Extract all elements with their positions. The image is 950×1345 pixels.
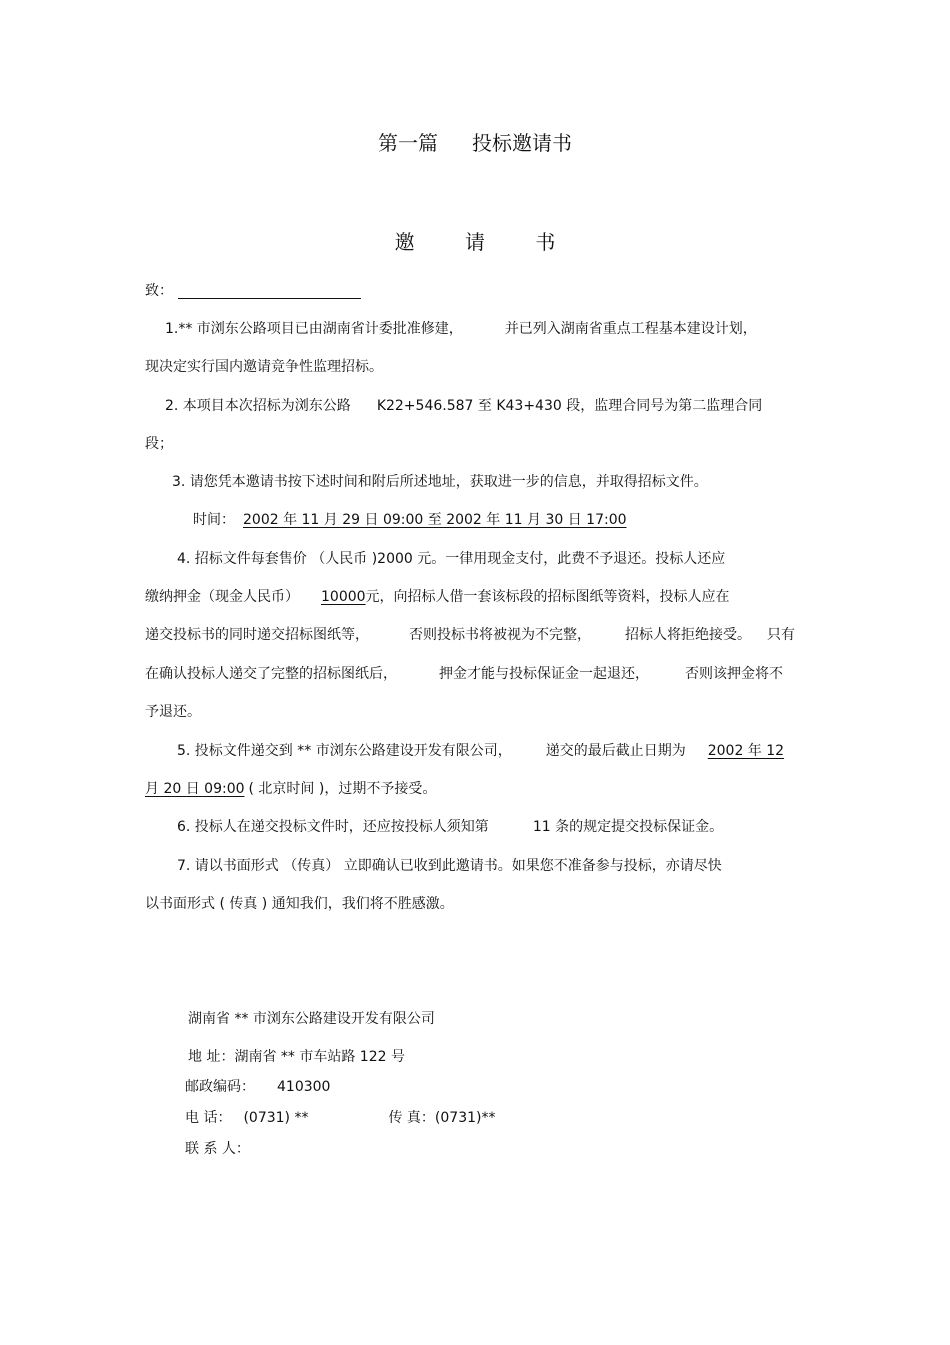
address-value: 湖南省 ** 市车站路 122 号 (234, 1049, 405, 1065)
contact-person-label: 联 系 人： (185, 1141, 250, 1157)
p1-part-b: 并已列入湖南省重点工程基本建设计划， (504, 321, 757, 337)
p4-d1: 在确认投标人递交了完整的招标图纸后， (145, 666, 397, 682)
postcode-line (185, 1077, 330, 1097)
postcode-label: 邮政编码： (185, 1079, 255, 1095)
contact-person-line (185, 1139, 250, 1159)
address-line (188, 1047, 405, 1067)
address-label: 地 址： (188, 1049, 235, 1065)
document-title: 邀 请 书 (394, 230, 578, 254)
phone-label: 电 话： (185, 1110, 232, 1126)
p4-deposit-amount: 10000 (321, 589, 366, 605)
p6-b: 11 条的规定提交投标保证金。 (532, 819, 724, 835)
phone-value: (0731) ** (243, 1110, 309, 1126)
p1-part-a: 1.** 市浏东公路项目已由湖南省计委批准修建， (165, 321, 463, 337)
fax-value: (0731)** (434, 1110, 496, 1126)
paragraph-7-line-2: 以书面形式 ( 传真 ) 通知我们，我们将不胜感激。 (145, 896, 454, 912)
paragraph-1-line-2: 现决定实行国内邀请竞争性监理招标。 (145, 359, 383, 375)
p4-c2: 否则投标书将被视为不完整， (409, 627, 591, 643)
paragraph-6 (177, 817, 723, 837)
recipient-blank-line (178, 298, 361, 299)
time-line (193, 510, 627, 530)
paragraph-2-line-1 (165, 396, 762, 416)
p6-a: 6. 投标人在递交投标文件时，还应按投标人须知第 (177, 819, 489, 835)
p5-a2: 递交的最后截止日期为 (545, 743, 686, 759)
salutation: 致： (145, 283, 173, 299)
phone-fax-line (185, 1108, 495, 1128)
p5-b2: ( 北京时间 )，过期不予接受。 (248, 781, 437, 797)
paragraph-4-line-1: 4. 招标文件每套售价 （人民币 )2000 元。一律用现金支付，此费不予退还。投标人还应 (177, 551, 726, 567)
paragraph-4-line-5: 予退还。 (145, 704, 201, 720)
paragraph-7-line-1: 7. 请以书面形式 （传真） 立即确认已收到此邀请书。如果您不准备参与投标，亦请尽快 (177, 858, 722, 874)
p5-a1: 5. 投标文件递交到 ** 市浏东公路建设开发有限公司， (177, 743, 512, 759)
p2-part-a: 2. 本项目本次招标为浏东公路 (165, 398, 351, 414)
fax-label: 传 真： (388, 1110, 435, 1126)
paragraph-4-line-3 (145, 625, 795, 645)
paragraph-5-line-2 (145, 779, 436, 799)
p4-d2: 押金才能与投标保证金一起退还， (439, 666, 649, 682)
p4-c4: 只有 (767, 627, 795, 643)
paragraph-5-line-1 (177, 741, 784, 761)
time-label: 时间： (193, 512, 235, 528)
p4-d3: 否则该押金将不 (685, 666, 783, 682)
p2-part-b: K22+546.587 至 K43+430 段，监理合同号为第二监理合同 (376, 398, 763, 414)
postcode-value: 410300 (277, 1079, 331, 1095)
p4-c1: 递交投标书的同时递交招标图纸等， (145, 627, 369, 643)
paragraph-4-line-2 (145, 587, 730, 607)
p4-deposit-label: 缴纳押金（现金人民币） (145, 589, 299, 605)
time-value: 2002 年 11 月 29 日 09:00 至 2002 年 11 月 30 日 17:00 (243, 512, 627, 528)
p5-deadline-part-2: 月 20 日 09:00 (145, 781, 245, 797)
p4-c3: 招标人将拒绝接受。 (625, 627, 751, 643)
part-heading (0, 131, 950, 155)
paragraph-3: 3. 请您凭本邀请书按下述时间和附后所述地址，获取进一步的信息，并取得招标文件。 (172, 474, 708, 490)
part-title: 投标邀请书 (472, 131, 572, 155)
paragraph-4-line-4 (145, 664, 783, 684)
paragraph-1-line-1 (165, 319, 757, 339)
paragraph-2-line-2: 段； (145, 436, 173, 452)
p4-deposit-rest: 元，向招标人借一套该标段的招标图纸等资料，投标人应在 (365, 589, 730, 605)
company-name: 湖南省 ** 市浏东公路建设开发有限公司 (188, 1011, 435, 1027)
part-number: 第一篇 (378, 131, 438, 155)
p5-deadline-part-1: 2002 年 12 (707, 743, 785, 759)
